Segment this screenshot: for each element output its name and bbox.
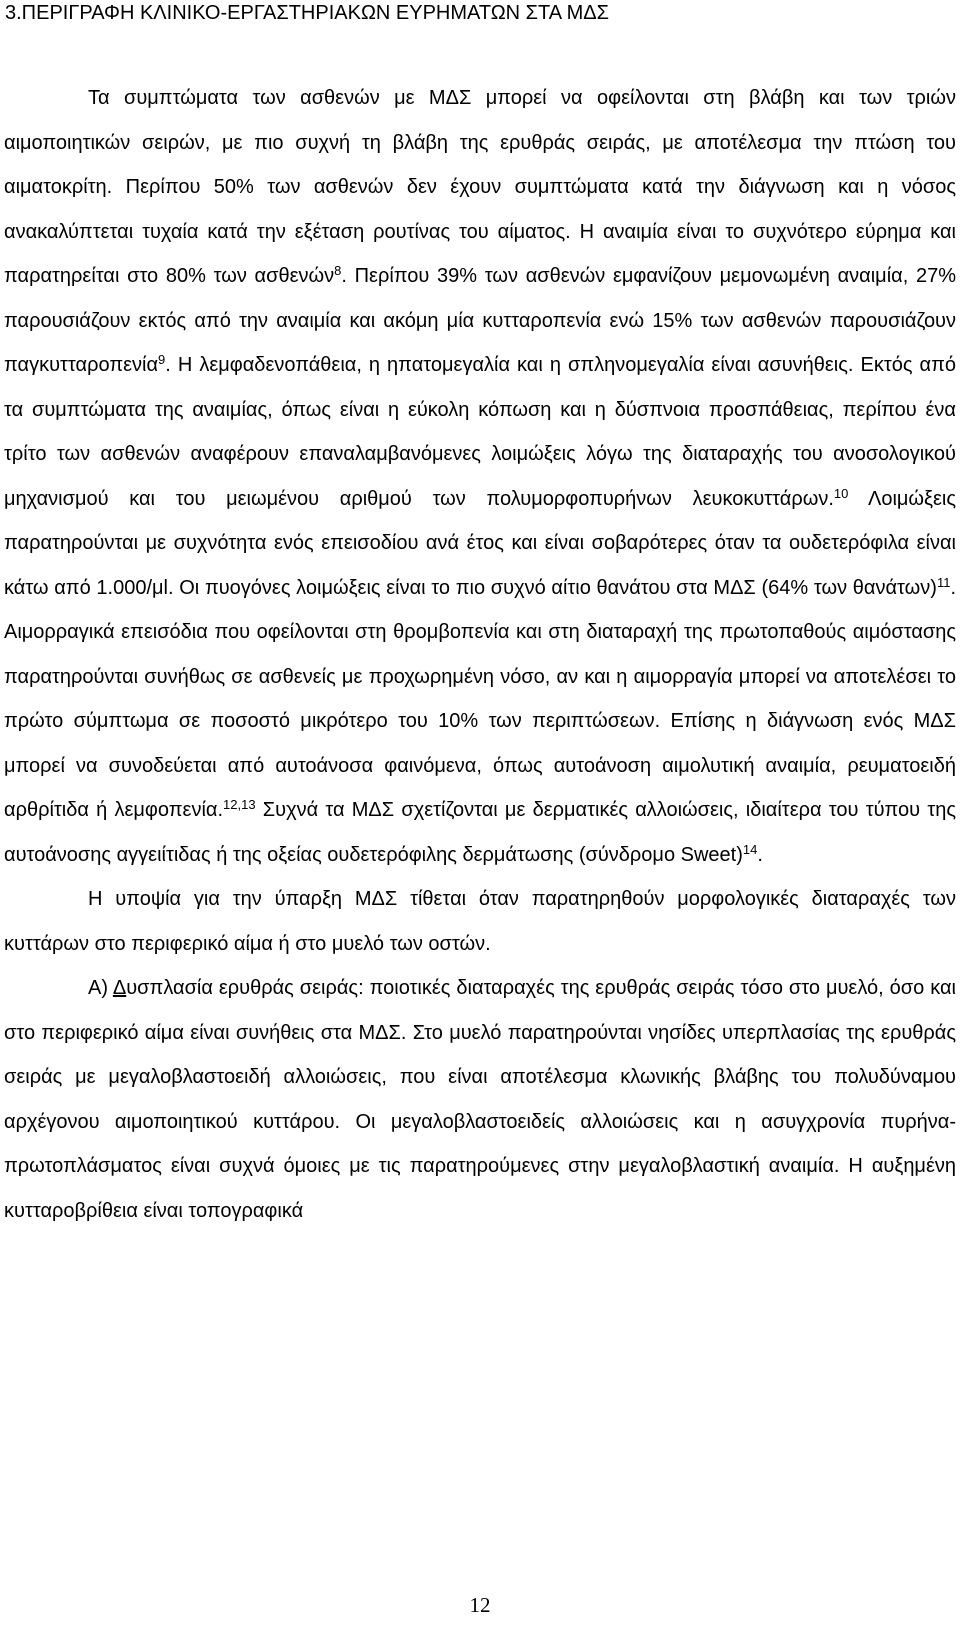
paragraph-text: Συχνά τα ΜΔΣ σχετίζονται με δερματικές αλλοιώσεις, ιδιαίτερα του τύπου της αυτοάνοσης αγγειίτιδας ή της οξείας ουδετερόφιλης δερμάτωσης (σύνδρομο Sweet) [4, 799, 956, 866]
paragraph-text: Τα συμπτώματα των ασθενών με ΜΔΣ μπορεί να οφείλονται στη βλάβη και των τριών αιμοποιητικών σειρών, με πιο συχνή τη βλάβη της ερυθράς σειράς, με αποτέλεσμα την πτώση του αιματοκρίτη. Περίπου 50% των ασθενών δεν έχουν συμπτώματα κατά την διάγνωση και η νόσος ανακαλύπτεται τυχαία κατά την εξέταση ρουτίνας του αίματος. Η αναιμία είναι το συχνότερο εύρημα και παρατηρείται στο 80% των ασθενών [4, 87, 956, 287]
section-heading: 3.ΠΕΡΙΓΡΑΦΗ ΚΛΙΝΙΚΟ-ΕΡΓΑΣΤΗΡΙΑΚΩΝ ΕΥΡΗΜΑΤΩΝ ΣΤΑ ΜΔΣ [5, 2, 609, 24]
reference-superscript: 9 [158, 352, 166, 367]
paragraph-suspicion: Η υποψία για την ύπαρξη ΜΔΣ τίθεται όταν παρατηρηθούν μορφολογικές διαταραχές των κυττάρων στο περιφερικό αίμα ή στο μυελό των οστών. [4, 888, 956, 955]
paragraph-symptoms [4, 76, 956, 877]
reference-superscript: 10 [833, 485, 849, 501]
paragraph-text: . Αιμορραγικά επεισόδια που οφείλονται στη θρομβοπενία και στη διαταραχή της πρωτοπαθούς αιμόστασης παρατηρούνται συνήθως σε ασθενείς με προχωρημένη νόσο, αν και η αιμορραγία μπορεί να αποτελέσει το πρώτο σύμπτωμα σε ποσοστό μικρότερο του 10% των περιπτώσεων. Επίσης η διάγνωση ενός ΜΔΣ μπορεί να συνοδεύεται από αυτοάνοσα φαινόμενα, όπως αυτοάνοση αιμολυτική αναιμία, ρευματοειδή αρθρίτιδα ή λεμφοπενία. [4, 576, 956, 821]
paragraph-text: . Η λεμφαδενοπάθεια, η ηπατομεγαλία και η σπληνομεγαλία είναι ασυνήθεις. Εκτός από τα συμπτώματα της αναιμίας, όπως είναι η εύκολη κόπωση και η δύσπνοια προσπάθειας, περίπου ένα τρίτο των ασθενών αναφέρουν επαναλαμβανόμενες λοιμώξεις λόγω της διαταραχής του ανοσολογικού μηχανισμού και του μειωμένου αριθμού των πολυμορφοπυρήνων λευκοκυττάρων. [4, 354, 956, 510]
body-text [4, 76, 956, 1233]
subsection-title: υσπλασία ερυθράς σειράς: [126, 977, 364, 999]
paragraph-text: Λοιμώξεις παρατηρούνται με συχνότητα ενός επεισοδίου ανά έτος και είναι σοβαρότερες όταν τα ουδετερόφιλα είναι κάτω από 1.000/μl. Οι πυογόνες λοιμώξεις είναι το πιο συχνό αίτιο θανάτου στα ΜΔΣ (64% των θανάτων) [4, 487, 956, 599]
underlined-letter: Δ [112, 977, 127, 999]
paragraph-text: ποιοτικές διαταραχές της ερυθράς σειράς τόσο στο μυελό, όσο και στο περιφερικό αίμα είναι συνήθεις στα ΜΔΣ. Στο μυελό παρατηρούνται νησίδες υπερπλασίας της ερυθράς σειράς με μεγαλοβλαστοειδή αλλοιώσεις, που είναι αποτέλεσμα κλωνικής βλάβης του πολυδύναμου αρχέγονου αιμοποιητικού κυττάρου. Οι μεγαλοβλαστοειδείς αλλοιώσεις και η ασυγχρονία πυρήνα-πρωτοπλάσματος είναι συχνά όμοιες με τις παρατηρούμενες στην μεγαλοβλαστική αναιμία. Η αυξημένη κυτταροβρίθεια είναι τοπογραφικά [4, 977, 957, 1222]
list-label: Α) [88, 977, 113, 999]
paragraph-erythroid-dysplasia [4, 966, 956, 1233]
reference-superscript: 14 [742, 841, 758, 857]
reference-superscript: 8 [334, 263, 342, 278]
paragraph-text: . Περίπου 39% των ασθενών εμφανίζουν μεμονωμένη αναιμία, 27% παρουσιάζουν εκτός από την αναιμία και ακόμη μία κυτταροπενία ενώ 15% των ασθενών παρουσιάζουν παγκυτταροπενία [4, 265, 956, 376]
paragraph-text: . [757, 843, 763, 866]
reference-superscript: 11 [936, 574, 951, 590]
reference-superscript: 12,13 [223, 797, 256, 812]
page-number: 12 [469, 1593, 491, 1617]
